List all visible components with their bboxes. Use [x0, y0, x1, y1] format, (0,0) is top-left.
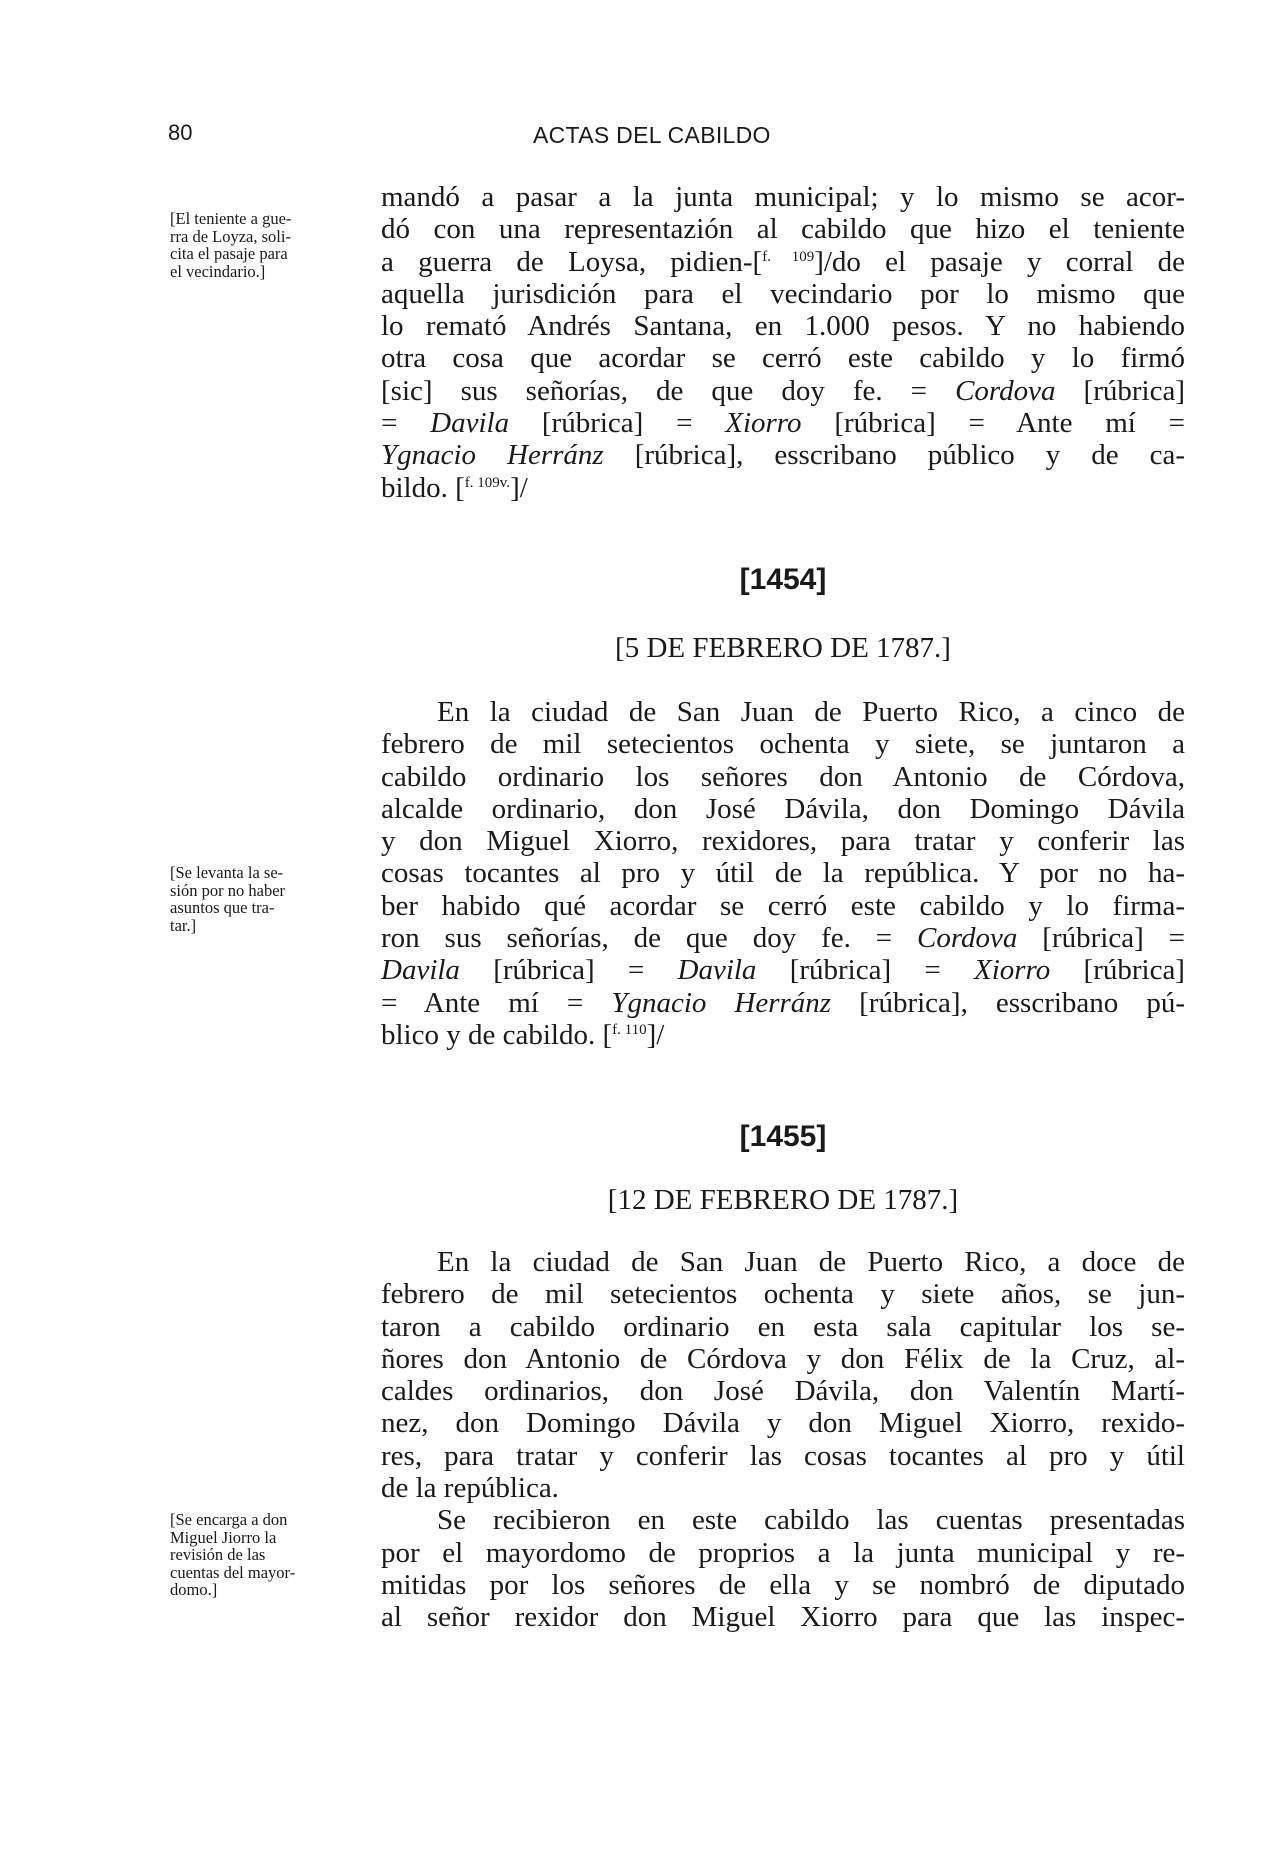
- margin-note-line: cuentas del mayor-: [170, 1562, 296, 1582]
- text-line: aquella jurisdición para el vecindario por lo mismo que: [381, 277, 1185, 310]
- margin-note-line: tar.]: [170, 915, 197, 935]
- text-run: [rúbrica], esscribano pú-: [831, 986, 1185, 1019]
- text-run: ]/do el pasaje y corral de: [814, 245, 1186, 278]
- text-run: [rúbrica] =: [459, 954, 678, 987]
- text-line: [381, 1019, 1185, 1051]
- text-run: [sic] sus señorías, de que doy fe. =: [381, 374, 956, 407]
- text-line: cosas tocantes al pro y útil de la república. Y por no ha-: [381, 857, 1185, 890]
- text-line: mitidas por los señores de ella y se nombró de diputado: [381, 1568, 1185, 1601]
- text-run: a guerra de Loysa, pidien-[: [381, 245, 763, 278]
- margin-note-line: cita el pasaje para: [170, 244, 288, 263]
- margin-note-line: sión por no haber: [170, 880, 286, 900]
- text-line: y don Miguel Xiorro, rexidores, para tratar y conferir las: [381, 825, 1185, 858]
- text-run: = Ante mí =: [381, 986, 612, 1019]
- margin-note: [170, 1511, 345, 1599]
- text-line: [381, 407, 1185, 439]
- text-run: =: [381, 407, 431, 440]
- margin-note: [170, 210, 345, 280]
- margin-note-line: [El teniente a gue-: [170, 209, 292, 228]
- text-run: [rúbrica]: [1050, 954, 1185, 987]
- continuation-paragraph: [381, 181, 1185, 504]
- signature-name: Xiorro: [725, 407, 802, 440]
- text-line: cabildo ordinario los señores don Antonio de Córdova,: [381, 760, 1185, 793]
- text-line: ber habido qué acordar se cerró este cabildo y lo firma-: [381, 889, 1185, 922]
- text-run: ron sus señorías, de que doy fe. =: [381, 922, 917, 955]
- entry-number: [1454]: [739, 563, 827, 596]
- margin-note-line: revisión de las: [170, 1545, 266, 1564]
- text-line: [381, 954, 1185, 986]
- margin-note-line: [Se encarga a don: [170, 1510, 288, 1529]
- text-line: [381, 472, 1185, 504]
- signature-name: Ygnacio Herránz: [611, 986, 832, 1019]
- page-number: 80: [168, 120, 193, 145]
- margin-note-line: domo.]: [170, 1580, 218, 1599]
- entry-date: [12 DE FEBRERO DE 1787.]: [607, 1184, 959, 1216]
- text-line: otra cosa que acordar se cerró este cabildo y lo firmó: [381, 342, 1185, 375]
- entry-date: [5 DE FEBRERO DE 1787.]: [615, 632, 951, 664]
- running-title: ACTAS DEL CABILDO: [533, 122, 771, 148]
- text-line: [381, 922, 1185, 954]
- text-line: al señor rexidor don Miguel Xiorro para que las inspec-: [381, 1601, 1185, 1634]
- text-line: mandó a pasar a la junta municipal; y lo mismo se acor-: [381, 181, 1185, 213]
- text-run: bildo. [: [381, 471, 465, 504]
- text-line: Se recibieron en este cabildo las cuentas presentadas: [437, 1504, 1185, 1537]
- text-line: res, para tratar y conferir las cosas tocantes al pro y útil: [381, 1439, 1185, 1472]
- folio-marker: f. 109v.: [464, 474, 511, 491]
- margin-note-line: Miguel Jiorro la: [170, 1527, 277, 1547]
- text-line: dó con una representazión al cabildo que hizo el teniente: [381, 213, 1185, 246]
- text-run: ]/: [646, 1018, 665, 1051]
- signature-name: Cordova: [955, 374, 1056, 407]
- text-line: En la ciudad de San Juan de Puerto Rico, a doce de: [437, 1246, 1185, 1278]
- text-run: [rúbrica] =: [1017, 922, 1185, 955]
- text-line: En la ciudad de San Juan de Puerto Rico, a cinco de: [437, 696, 1185, 728]
- folio-marker: f. 110: [612, 1021, 647, 1038]
- text-line: febrero de mil setecientos ochenta y siete años, se jun-: [381, 1278, 1185, 1311]
- entry-paragraph: [381, 1246, 1185, 1634]
- text-run: ]/: [510, 471, 528, 504]
- margin-note: [170, 864, 345, 934]
- signature-name: Ygnacio Herránz: [381, 439, 604, 472]
- text-line: [381, 439, 1185, 471]
- text-line: por el mayordomo de proprios a la junta municipal y re-: [381, 1536, 1185, 1569]
- signature-name: Davila: [677, 954, 757, 987]
- text-line: febrero de mil setecientos ochenta y siete, se juntaron a: [381, 728, 1185, 761]
- text-line: caldes ordinarios, don José Dávila, don Valentín Martí-: [381, 1375, 1185, 1408]
- text-run: [rúbrica] =: [509, 407, 726, 440]
- margin-note-line: [Se levanta la se-: [170, 863, 284, 882]
- signature-name: Cordova: [916, 922, 1018, 955]
- text-line: nez, don Domingo Dávila y don Miguel Xiorro, rexido-: [381, 1407, 1185, 1440]
- margin-note-line: asuntos que tra-: [170, 898, 275, 917]
- text-line: de la república.: [381, 1472, 559, 1505]
- text-line: ñores don Antonio de Córdova y don Félix de la Cruz, al-: [381, 1342, 1185, 1375]
- text-line: [381, 375, 1185, 407]
- folio-marker: f. 109: [762, 248, 815, 265]
- text-run: [rúbrica], esscribano público y de ca-: [603, 439, 1185, 472]
- entry-paragraph: [381, 696, 1185, 1051]
- entry-number: [1455]: [739, 1120, 827, 1153]
- text-line: taron a cabildo ordinario en esta sala capitular los se-: [381, 1310, 1185, 1343]
- margin-note-line: rra de Loyza, soli-: [170, 226, 291, 246]
- margin-note-line: el vecindario.]: [170, 261, 266, 281]
- text-run: [rúbrica] =: [756, 954, 974, 987]
- text-line: alcalde ordinario, don José Dávila, don Domingo Dávila: [381, 792, 1185, 825]
- text-line: [381, 987, 1185, 1019]
- signature-name: Xiorro: [974, 954, 1051, 987]
- signature-name: Davila: [430, 407, 510, 440]
- text-line: lo remató Andrés Santana, en 1.000 pesos. Y no habiendo: [381, 310, 1185, 343]
- text-line: [381, 246, 1185, 278]
- text-run: [rúbrica]: [1055, 374, 1185, 407]
- text-run: [rúbrica] = Ante mí =: [801, 407, 1185, 440]
- text-run: blico y de cabildo. [: [381, 1018, 613, 1051]
- signature-name: Davila: [381, 954, 460, 987]
